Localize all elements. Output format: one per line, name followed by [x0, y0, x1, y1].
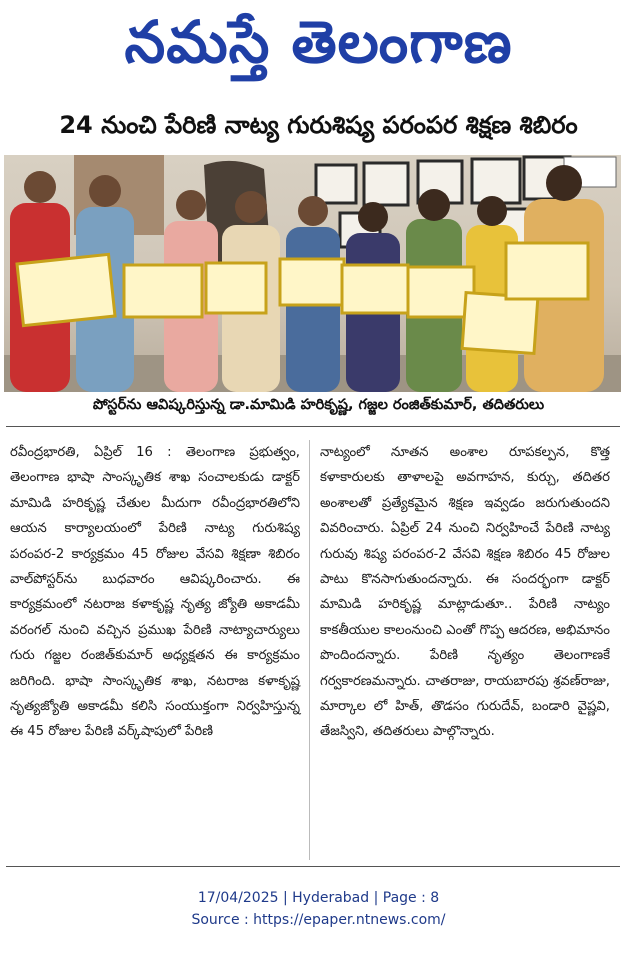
article-column-left: [10, 440, 300, 745]
footer-divider: [6, 866, 620, 867]
footer-source: Source : https://epaper.ntnews.com/: [191, 912, 446, 928]
caption-text: పోస్టర్‌ను ఆవిష్కరిస్తున్న డా.మామిడి హరికృష్ణ, గజ్జల రంజిత్‌కుమార్, తదితరులు: [92, 397, 545, 413]
left-column-text: రవీంద్రభారతి, ఏప్రిల్ 16 : తెలంగాణ ప్రభుత్వం, తెలంగాణ భాషా సాంస్కృతిక శాఖ సంచాలకుడు డాక్టర్ మామిడి హరికృష్ణ చేతుల మీదుగా రవీంద్రభారతిలోని ఆయన కార్యాలయంలో పేరిణి నాట్య గురుశిష్య పరంపర-2 కార్యక్రమం 45 రోజుల వేసవి శిక్షణా శిబిరం వాల్‌పోస్టర్‌ను బుధవారం ఆవిష్కరించారు. ఈ కార్యక్రమంలో నటరాజ కళాకృష్ణ నృత్య జ్యోతి అకాడమీ వరంగల్ నుంచి వచ్చిన ప్రముఖ పేరిణి నాట్యాచార్యులు గురు గజ్జల రంజిత్‌కుమార్ అధ్యక్షతన ఈ కార్యక్రమం జరిగింది. భాషా సాంస్కృతిక శాఖ, నటరాజ కళాకృష్ణ నృత్యజ్యోతి అకాడమీ కలిసి సంయుక్తంగా నిర్వహిస్తున్న ఈ 45 రోజుల పేరిణి వర్క్‌షాపులో పేరిణి: [10, 445, 300, 740]
photo-caption: [0, 394, 637, 420]
column-divider: [309, 440, 310, 860]
group-photo-illustration: [4, 155, 621, 392]
news-photo: [4, 155, 621, 392]
article-headline: [10, 108, 627, 148]
headline-text: 24 నుంచి పేరిణి నాట్య గురుశిష్య పరంపర శిక్షణ శిబిరం: [59, 111, 578, 139]
caption-divider: [6, 426, 620, 427]
masthead: [0, 6, 637, 92]
masthead-logo-text: నమస్తే తెలంగాణ: [124, 7, 513, 76]
right-column-text: నాట్యంలో నూతన అంశాల రూపకల్పన, కొత్త కళాకారులకు తాళాలపై అవగాహన, కుర్చు, తదితర అంశాలతో ప్రత్యేకమైన శిక్షణ ఇవ్వడం జరుగుతుందని వివరించారు. ఏప్రిల్ 24 నుంచి నిర్వహించే పేరిణి నాట్య గురువు శిష్య పరంపర-2 వేసవి శిక్షణ శిబిరం 45 రోజుల పాటు కొనసాగుతుందన్నారు. ఈ సందర్భంగా డాక్టర్ మామిడి హరికృష్ణ మాట్లాడుతూ.. పేరిణి నాట్యం కాకతీయుల కాలంనుంచి ఎంతో గొప్ప ఆదరణ, అభిమానం పొందిందన్నారు. పేరిణి నృత్యం తెలంగాణకే గర్వకారణమన్నారు. చాతరాజు, రాయబారపు శ్రవణ్‌రాజు, మార్కాల లో హిత్, తొడసం గురుదేవ్, బండారి వైష్ణవి, తేజస్విని, తదితరులు పాల్గొన్నారు.: [320, 445, 610, 740]
footer-dateline: 17/04/2025 | Hyderabad | Page : 8: [197, 890, 440, 906]
article-column-right: [320, 440, 610, 745]
